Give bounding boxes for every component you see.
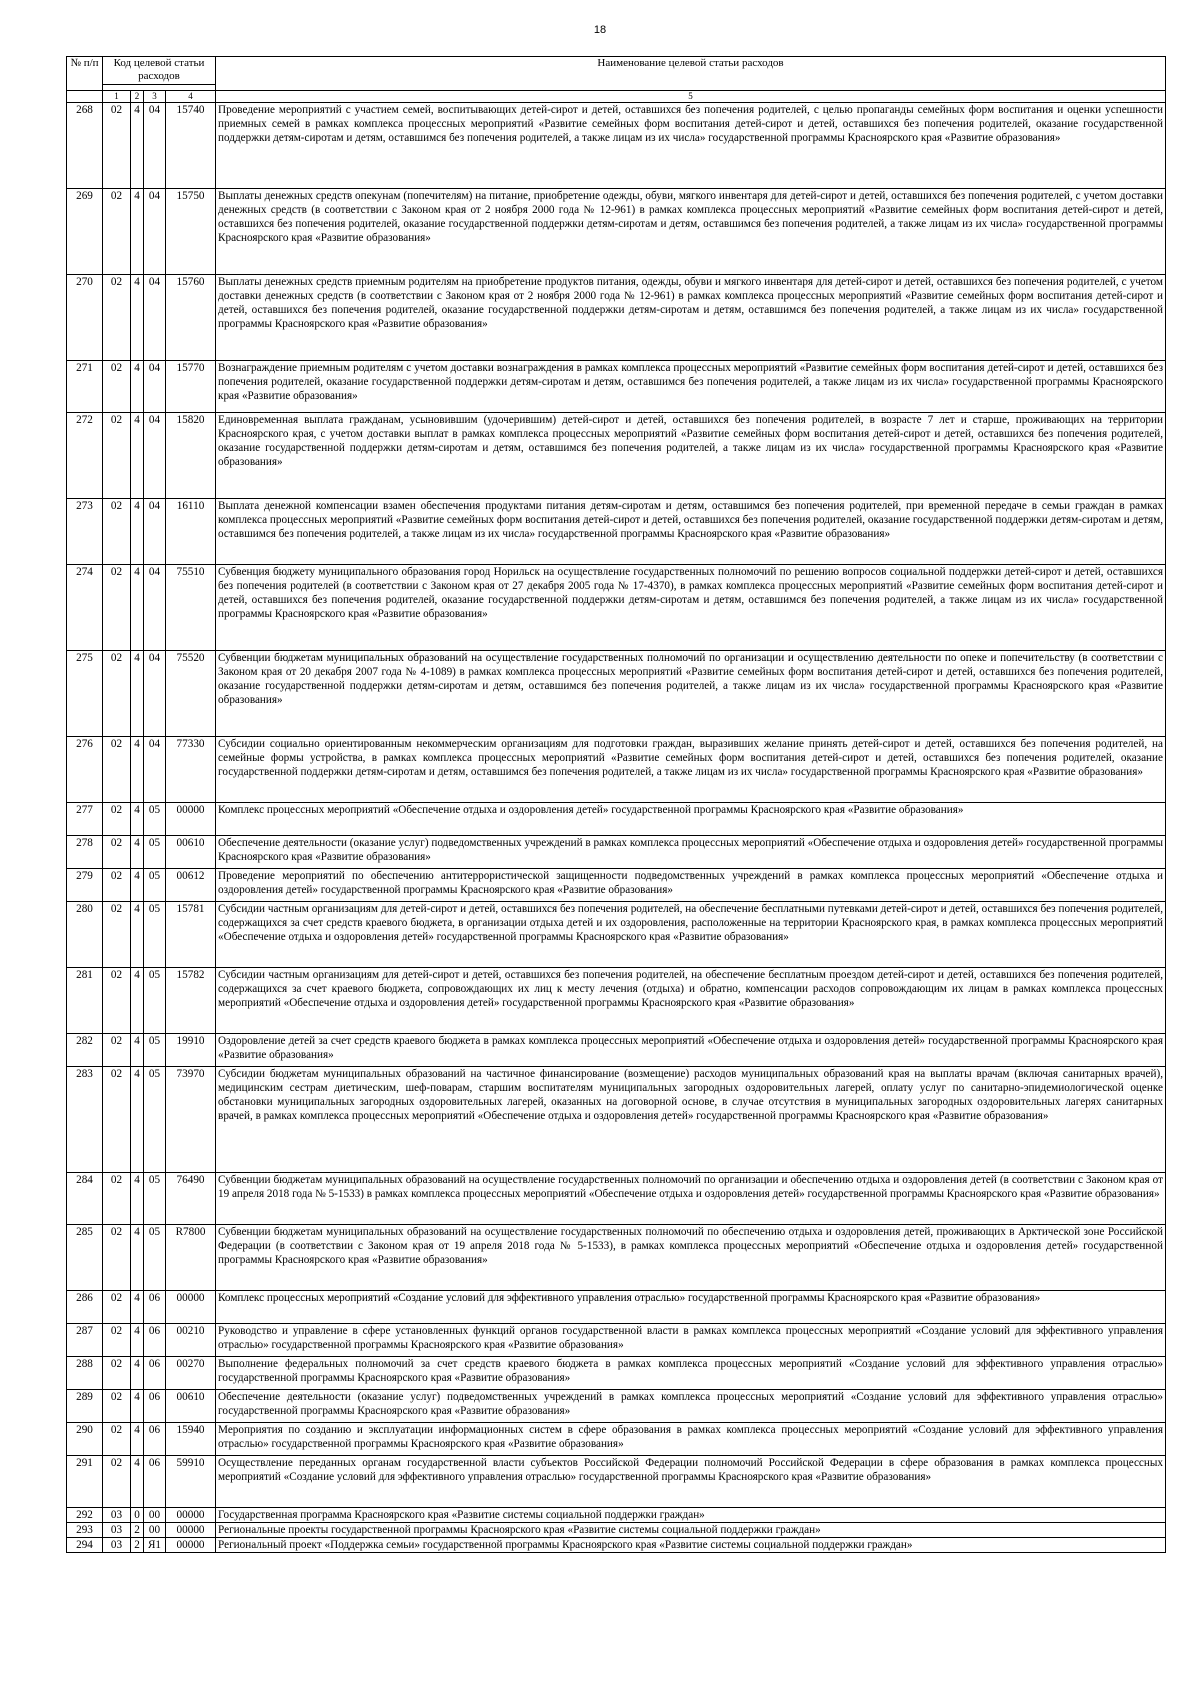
row-number: 269 xyxy=(67,189,103,275)
table-row xyxy=(67,1324,1166,1357)
row-number: 282 xyxy=(67,1034,103,1067)
code-program: 02 xyxy=(103,1423,131,1456)
article-name: Субвенции бюджетам муниципальных образований на осуществление государственных полномочий по организации и обеспечению отдыха и оздоровления детей (в соответствии с Законом края от 19 апреля 2018 года № 5-1533) в рамках комплекса процессных мероприятий «Обеспечение отдыха и оздоровления детей» государственной программы Красноярского края «Развитие образования» xyxy=(216,1173,1166,1225)
code-article: 75520 xyxy=(166,651,216,737)
table-row xyxy=(67,189,1166,275)
table-row xyxy=(67,361,1166,413)
code-direction: 06 xyxy=(144,1324,166,1357)
code-direction: 06 xyxy=(144,1390,166,1423)
code-direction: 05 xyxy=(144,1173,166,1225)
row-number: 272 xyxy=(67,413,103,499)
code-direction: 06 xyxy=(144,1291,166,1324)
row-number: 288 xyxy=(67,1357,103,1390)
code-program: 02 xyxy=(103,902,131,968)
code-program: 02 xyxy=(103,1067,131,1173)
code-subprogram: 4 xyxy=(131,275,144,361)
code-article: R7800 xyxy=(166,1225,216,1291)
code-article: 15750 xyxy=(166,189,216,275)
target-articles-table xyxy=(66,56,1166,1553)
code-subprogram: 4 xyxy=(131,413,144,499)
table-row xyxy=(67,1034,1166,1067)
table-row xyxy=(67,1173,1166,1225)
code-subprogram: 4 xyxy=(131,803,144,836)
row-number: 293 xyxy=(67,1523,103,1538)
article-name: Государственная программа Красноярского края «Развитие системы социальной поддержки граждан» xyxy=(216,1508,1166,1523)
code-program: 02 xyxy=(103,413,131,499)
code-subprogram: 4 xyxy=(131,1456,144,1508)
code-article: 76490 xyxy=(166,1173,216,1225)
code-program: 02 xyxy=(103,361,131,413)
code-direction: 05 xyxy=(144,1225,166,1291)
table-row xyxy=(67,968,1166,1034)
table-row xyxy=(67,737,1166,803)
table-row xyxy=(67,803,1166,836)
code-program: 02 xyxy=(103,1390,131,1423)
column-index: 2 xyxy=(131,91,144,103)
code-program: 02 xyxy=(103,1291,131,1324)
code-subprogram: 4 xyxy=(131,499,144,565)
code-program: 03 xyxy=(103,1523,131,1538)
row-number: 294 xyxy=(67,1538,103,1553)
row-number: 277 xyxy=(67,803,103,836)
article-name: Субвенции бюджетам муниципальных образований на осуществление государственных полномочий по организации и осуществлению деятельности по опеке и попечительству (в соответствии с Законом края от 20 декабря 2007 года № 4-1089) в рамках комплекса процессных мероприятий «Развитие семейных форм воспитания детей-сирот и детей, оставшихся без попечения родителей, оказание государственной поддержки детям-сиротам и детям, оставшимся без попечения родителей, а также лицам из их числа» государственной программы Красноярского края «Развитие образования» xyxy=(216,651,1166,737)
row-number: 284 xyxy=(67,1173,103,1225)
column-index: 1 xyxy=(103,91,131,103)
page-number: 18 xyxy=(593,24,607,36)
code-subprogram: 0 xyxy=(131,1508,144,1523)
table-row xyxy=(67,1357,1166,1390)
code-direction: 04 xyxy=(144,565,166,651)
code-article: 00000 xyxy=(166,1523,216,1538)
code-article: 77330 xyxy=(166,737,216,803)
code-program: 02 xyxy=(103,836,131,869)
row-number: 274 xyxy=(67,565,103,651)
code-subprogram: 4 xyxy=(131,737,144,803)
code-direction: 04 xyxy=(144,103,166,189)
code-article: 00612 xyxy=(166,869,216,902)
row-number: 290 xyxy=(67,1423,103,1456)
article-name: Проведение мероприятий по обеспечению антитеррористической защищенности подведомственных учреждений в рамках комплекса процессных мероприятий «Обеспечение отдыха и оздоровления детей» государственной программы Красноярского края «Развитие образования» xyxy=(216,869,1166,902)
article-name: Региональный проект «Поддержка семьи» государственной программы Красноярского края «Развитие системы социальной поддержки граждан» xyxy=(216,1538,1166,1553)
code-program: 02 xyxy=(103,1357,131,1390)
article-name: Комплекс процессных мероприятий «Обеспечение отдыха и оздоровления детей» государственной программы Красноярского края «Развитие образования» xyxy=(216,803,1166,836)
code-article: 00000 xyxy=(166,1291,216,1324)
code-program: 02 xyxy=(103,1034,131,1067)
code-subprogram: 4 xyxy=(131,651,144,737)
code-direction: 05 xyxy=(144,869,166,902)
table-row xyxy=(67,902,1166,968)
row-number: 278 xyxy=(67,836,103,869)
row-number: 289 xyxy=(67,1390,103,1423)
column-index: 4 xyxy=(166,91,216,103)
code-direction: 04 xyxy=(144,499,166,565)
row-number: 271 xyxy=(67,361,103,413)
code-article: 15770 xyxy=(166,361,216,413)
column-header-number: № п/п xyxy=(67,57,103,91)
table-row xyxy=(67,836,1166,869)
column-index: 5 xyxy=(216,91,1166,103)
code-subprogram: 4 xyxy=(131,361,144,413)
table-row xyxy=(67,1538,1166,1553)
code-article: 00000 xyxy=(166,1508,216,1523)
table-row xyxy=(67,1225,1166,1291)
article-name: Субвенция бюджету муниципального образования город Норильск на осуществление государственных полномочий по решению вопросов социальной поддержки детей-сирот и детей, оставшихся без попечения родителей (в соответствии с Законом края от 27 декабря 2005 года № 17-4370), в рамках комплекса процессных мероприятий «Развитие семейных форм воспитания детей-сирот и детей, оставшихся без попечения родителей, оказание государственной поддержки детям-сиротам и детям, оставшимся без попечения родителей, а также лицам из их числа» государственной программы Красноярского края «Развитие образования» xyxy=(216,565,1166,651)
row-number: 273 xyxy=(67,499,103,565)
code-program: 02 xyxy=(103,275,131,361)
code-program: 02 xyxy=(103,869,131,902)
code-direction: Я1 xyxy=(144,1538,166,1553)
table-row xyxy=(67,1508,1166,1523)
column-index-blank xyxy=(67,91,103,103)
code-direction: 04 xyxy=(144,189,166,275)
code-article: 00610 xyxy=(166,836,216,869)
table-row xyxy=(67,651,1166,737)
code-article: 15760 xyxy=(166,275,216,361)
article-name: Субсидии частным организациям для детей-сирот и детей, оставшихся без попечения родителей, на обеспечение бесплатными путевками детей-сирот и детей, оставшихся без попечения родителей, содержащихся за счет средств краевого бюджета, в организации отдыха детей и их оздоровления, расположенные на территории Красноярского края, в рамках комплекса процессных мероприятий «Обеспечение отдыха и оздоровления детей» государственной программы Красноярского края «Развитие образования» xyxy=(216,902,1166,968)
code-article: 00210 xyxy=(166,1324,216,1357)
code-direction: 04 xyxy=(144,651,166,737)
column-header-name: Наименование целевой статьи расходов xyxy=(216,57,1166,91)
row-number: 279 xyxy=(67,869,103,902)
article-name: Региональные проекты государственной программы Красноярского края «Развитие системы социальной поддержки граждан» xyxy=(216,1523,1166,1538)
table-row xyxy=(67,103,1166,189)
code-article: 15781 xyxy=(166,902,216,968)
code-subprogram: 4 xyxy=(131,565,144,651)
code-subprogram: 4 xyxy=(131,902,144,968)
code-subprogram: 4 xyxy=(131,1390,144,1423)
code-article: 00610 xyxy=(166,1390,216,1423)
code-subprogram: 2 xyxy=(131,1538,144,1553)
table-row xyxy=(67,275,1166,361)
code-direction: 04 xyxy=(144,737,166,803)
code-program: 02 xyxy=(103,1456,131,1508)
row-number: 268 xyxy=(67,103,103,189)
code-direction: 04 xyxy=(144,361,166,413)
table-row xyxy=(67,1291,1166,1324)
code-program: 02 xyxy=(103,499,131,565)
code-direction: 00 xyxy=(144,1508,166,1523)
row-number: 281 xyxy=(67,968,103,1034)
code-subprogram: 4 xyxy=(131,1324,144,1357)
column-index: 3 xyxy=(144,91,166,103)
row-number: 276 xyxy=(67,737,103,803)
article-name: Комплекс процессных мероприятий «Создание условий для эффективного управления отраслью» государственной программы Красноярского края «Развитие образования» xyxy=(216,1291,1166,1324)
code-program: 02 xyxy=(103,103,131,189)
code-article: 15740 xyxy=(166,103,216,189)
table-row xyxy=(67,1523,1166,1538)
code-program: 02 xyxy=(103,1324,131,1357)
code-article: 15782 xyxy=(166,968,216,1034)
row-number: 287 xyxy=(67,1324,103,1357)
table-row xyxy=(67,869,1166,902)
row-number: 280 xyxy=(67,902,103,968)
code-direction: 05 xyxy=(144,803,166,836)
code-direction: 05 xyxy=(144,1067,166,1173)
code-direction: 05 xyxy=(144,1034,166,1067)
article-name: Субвенции бюджетам муниципальных образований на осуществление государственных полномочий по обеспечению отдыха и оздоровления детей, проживающих в Арктической зоне Российской Федерации (в соответствии с Законом края от 19 апреля 2018 года № 5-1533), в рамках комплекса процессных мероприятий «Обеспечение отдыха и оздоровления детей» государственной программы Красноярского края «Развитие образования» xyxy=(216,1225,1166,1291)
code-article: 00000 xyxy=(166,803,216,836)
code-direction: 04 xyxy=(144,413,166,499)
row-number: 285 xyxy=(67,1225,103,1291)
code-subprogram: 4 xyxy=(131,1423,144,1456)
code-article: 15820 xyxy=(166,413,216,499)
code-direction: 05 xyxy=(144,968,166,1034)
code-direction: 04 xyxy=(144,275,166,361)
article-name: Субсидии социально ориентированным некоммерческим организациям для подготовки граждан, выразивших желание принять детей-сирот и детей, оставшихся без попечения родителей, на семейные формы устройства, в рамках комплекса процессных мероприятий «Развитие семейных форм воспитания детей-сирот и детей, оставшихся без попечения родителей, оказание государственной поддержки детям-сиротам и детям, оставшимся без попечения родителей, а также лицам из их числа» государственной программы Красноярского края «Развитие образования» xyxy=(216,737,1166,803)
table-row xyxy=(67,499,1166,565)
code-program: 02 xyxy=(103,565,131,651)
column-header-code: Код целевой статьи расходов xyxy=(103,57,216,85)
code-subprogram: 4 xyxy=(131,1067,144,1173)
code-direction: 06 xyxy=(144,1423,166,1456)
code-subprogram: 4 xyxy=(131,836,144,869)
row-number: 292 xyxy=(67,1508,103,1523)
code-subprogram: 4 xyxy=(131,968,144,1034)
article-name: Мероприятия по созданию и эксплуатации информационных систем в сфере образования в рамках комплекса процессных мероприятий «Создание условий для эффективного управления отраслью» государственной программы Красноярского края «Развитие образования» xyxy=(216,1423,1166,1456)
table-row xyxy=(67,1067,1166,1173)
code-subprogram: 4 xyxy=(131,103,144,189)
code-program: 03 xyxy=(103,1538,131,1553)
code-program: 02 xyxy=(103,189,131,275)
table-row xyxy=(67,1456,1166,1508)
code-direction: 00 xyxy=(144,1523,166,1538)
table-body xyxy=(67,103,1166,1553)
code-article: 19910 xyxy=(166,1034,216,1067)
article-name: Выплаты денежных средств приемным родителям на приобретение продуктов питания, одежды, обуви и мягкого инвентаря для детей-сирот и детей, оставшихся без попечения родителей, с учетом доставки денежных средств (в соответствии с Законом края от 2 ноября 2000 года № 12-961) в рамках комплекса процессных мероприятий «Развитие семейных форм воспитания детей-сирот и детей, оставшихся без попечения родителей, оказание государственной поддержки детям-сиротам и детям, оставшимся без попечения родителей, а также лицам из их числа» государственной программы Красноярского края «Развитие образования» xyxy=(216,275,1166,361)
article-name: Проведение мероприятий с участием семей, воспитывающих детей-сирот и детей, оставшихся без попечения родителей, с целью пропаганды семейных форм воспитания и оценки успешности приемных семей в рамках комплекса процессных мероприятий «Развитие семейных форм воспитания детей-сирот и детей, оставшихся без попечения родителей, оказание государственной поддержки детям-сиротам и детям, оставшимся без попечения родителей, а также лицам из их числа» государственной программы Красноярского края «Развитие образования» xyxy=(216,103,1166,189)
code-direction: 05 xyxy=(144,836,166,869)
code-article: 73970 xyxy=(166,1067,216,1173)
code-program: 02 xyxy=(103,737,131,803)
article-name: Обеспечение деятельности (оказание услуг) подведомственных учреждений в рамках комплекса процессных мероприятий «Создание условий для эффективного управления отраслью» государственной программы Красноярского края «Развитие образования» xyxy=(216,1390,1166,1423)
code-article: 75510 xyxy=(166,565,216,651)
article-name: Обеспечение деятельности (оказание услуг) подведомственных учреждений в рамках комплекса процессных мероприятий «Обеспечение отдыха и оздоровления детей» государственной программы Красноярского края «Развитие образования» xyxy=(216,836,1166,869)
row-number: 270 xyxy=(67,275,103,361)
code-article: 00270 xyxy=(166,1357,216,1390)
article-name: Осуществление переданных органам государственной власти субъектов Российской Федерации полномочий Российской Федерации в сфере образования в рамках комплекса процессных мероприятий «Создание условий для эффективного управления отраслью» государственной программы Красноярского края «Развитие образования» xyxy=(216,1456,1166,1508)
code-subprogram: 4 xyxy=(131,1357,144,1390)
code-direction: 05 xyxy=(144,902,166,968)
article-name: Выплата денежной компенсации взамен обеспечения продуктами питания детям-сиротам и детям, оставшимся без попечения родителей, при временной передаче в семьи граждан в рамках комплекса процессных мероприятий «Развитие семейных форм воспитания детей-сирот и детей, оставшихся без попечения родителей, оказание государственной поддержки детям-сиротам и детям, оставшимся без попечения родителей, а также лицам из их числа» государственной программы Красноярского края «Развитие образования» xyxy=(216,499,1166,565)
article-name: Субсидии частным организациям для детей-сирот и детей, оставшихся без попечения родителей, на обеспечение бесплатным проездом детей-сирот и детей, оставшихся без попечения родителей, содержащихся за счет краевого бюджета, сопровождающих их лиц к месту лечения (отдыха) и обратно, компенсации расходов сопровождающим их лицам в рамках комплекса процессных мероприятий «Обеспечение отдыха и оздоровления детей» государственной программы Красноярского края «Развитие образования» xyxy=(216,968,1166,1034)
article-name: Единовременная выплата гражданам, усыновившим (удочерившим) детей-сирот и детей, оставшихся без попечения родителей, в возрасте 7 лет и старше, проживающих на территории Красноярского края, с учетом доставки выплат в рамках комплекса процессных мероприятий «Развитие семейных форм воспитания детей-сирот и детей, оставшихся без попечения родителей, оказание государственной поддержки детям-сиротам и детям, оставшимся без попечения родителей, а также лицам из их числа» государственной программы Красноярского края «Развитие образования» xyxy=(216,413,1166,499)
article-name: Вознаграждение приемным родителям с учетом доставки вознаграждения в рамках комплекса процессных мероприятий «Развитие семейных форм воспитания детей-сирот и детей, оставшихся без попечения родителей, оказание государственной поддержки детям-сиротам и детям, оставшимся без попечения родителей, а также лицам из их числа» государственной программы Красноярского края «Развитие образования» xyxy=(216,361,1166,413)
row-number: 275 xyxy=(67,651,103,737)
article-name: Руководство и управление в сфере установленных функций органов государственной власти в рамках комплекса процессных мероприятий «Создание условий для эффективного управления отраслью» государственной программы Красноярского края «Развитие образования» xyxy=(216,1324,1166,1357)
table-row xyxy=(67,413,1166,499)
code-program: 02 xyxy=(103,803,131,836)
table-row xyxy=(67,565,1166,651)
row-number: 283 xyxy=(67,1067,103,1173)
article-name: Оздоровление детей за счет средств краевого бюджета в рамках комплекса процессных мероприятий «Обеспечение отдыха и оздоровления детей» государственной программы Красноярского края «Развитие образования» xyxy=(216,1034,1166,1067)
code-subprogram: 4 xyxy=(131,869,144,902)
code-direction: 06 xyxy=(144,1357,166,1390)
code-direction: 06 xyxy=(144,1456,166,1508)
article-name: Выполнение федеральных полномочий за счет средств краевого бюджета в рамках комплекса процессных мероприятий «Создание условий для эффективного управления отраслью» государственной программы Красноярского края «Развитие образования» xyxy=(216,1357,1166,1390)
code-program: 02 xyxy=(103,651,131,737)
code-article: 00000 xyxy=(166,1538,216,1553)
row-number: 286 xyxy=(67,1291,103,1324)
table-row xyxy=(67,1423,1166,1456)
code-subprogram: 4 xyxy=(131,1291,144,1324)
code-program: 02 xyxy=(103,1225,131,1291)
code-program: 02 xyxy=(103,1173,131,1225)
code-article: 59910 xyxy=(166,1456,216,1508)
code-article: 15940 xyxy=(166,1423,216,1456)
code-program: 02 xyxy=(103,968,131,1034)
code-subprogram: 2 xyxy=(131,1523,144,1538)
code-subprogram: 4 xyxy=(131,1225,144,1291)
row-number: 291 xyxy=(67,1456,103,1508)
code-subprogram: 4 xyxy=(131,189,144,275)
table-row xyxy=(67,1390,1166,1423)
code-subprogram: 4 xyxy=(131,1173,144,1225)
article-name: Выплаты денежных средств опекунам (попечителям) на питание, приобретение одежды, обуви, мягкого инвентаря для детей-сирот и детей, оставшихся без попечения родителей, с учетом доставки денежных средств (в соответствии с Законом края от 2 ноября 2000 года № 12-961) в рамках комплекса процессных мероприятий «Развитие семейных форм воспитания детей-сирот и детей, оставшихся без попечения родителей, оказание государственной поддержки детям-сиротам и детям, оставшимся без попечения родителей, а также лицам из их числа» государственной программы Красноярского края «Развитие образования» xyxy=(216,189,1166,275)
code-program: 03 xyxy=(103,1508,131,1523)
article-name: Субсидии бюджетам муниципальных образований на частичное финансирование (возмещение) расходов муниципальных образований края на выплаты врачам (включая санитарных врачей), медицинским сестрам диетическим, шеф-поварам, старшим воспитателям муниципальных загородных оздоровительных лагерей, оплату услуг по санитарно-эпидемиологической оценке обстановки муниципальных загородных оздоровительных лагерей, оказанных на договорной основе, в случае отсутствия в муниципальных загородных оздоровительных лагерях санитарных врачей, в рамках комплекса процессных мероприятий «Обеспечение отдыха и оздоровления детей» государственной программы Красноярского края «Развитие образования» xyxy=(216,1067,1166,1173)
code-subprogram: 4 xyxy=(131,1034,144,1067)
code-article: 16110 xyxy=(166,499,216,565)
